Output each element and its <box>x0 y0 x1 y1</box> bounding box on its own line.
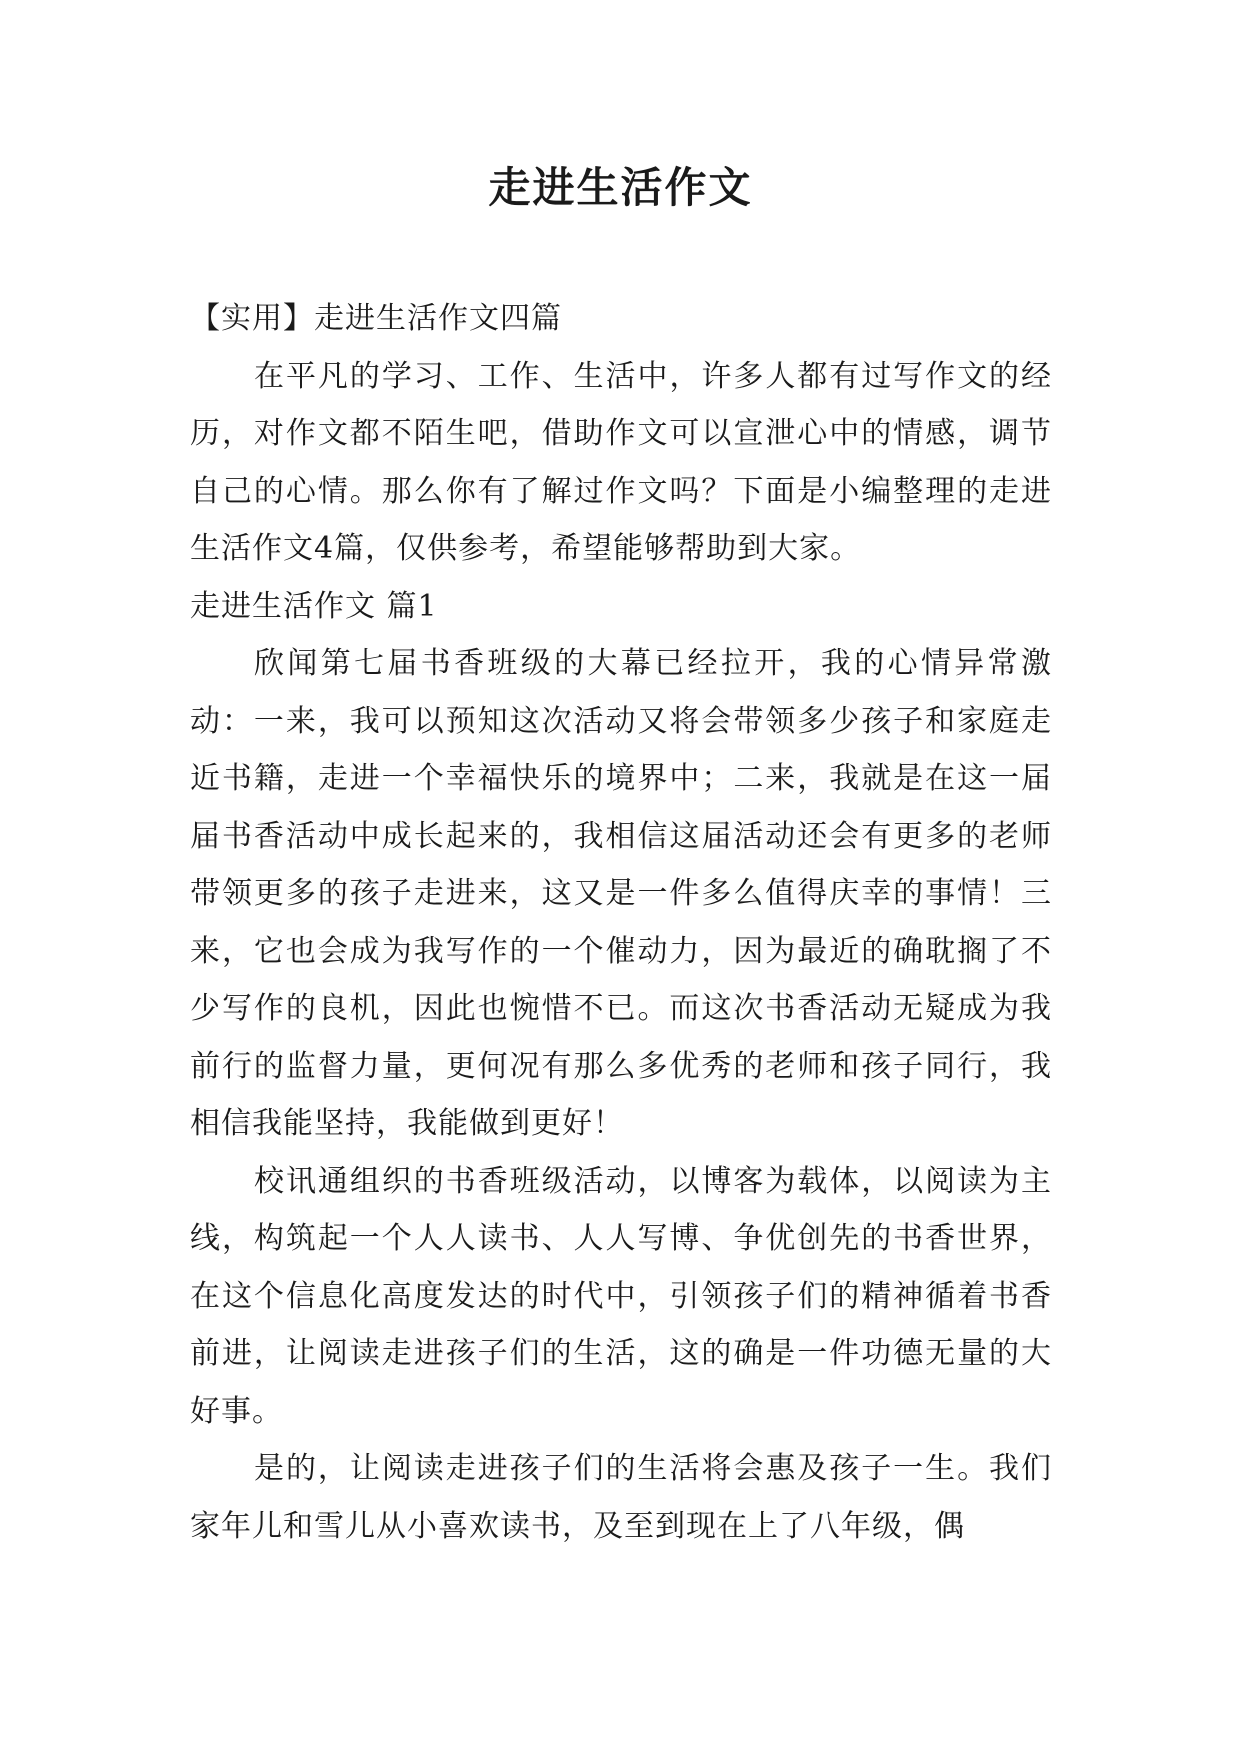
body-paragraph: 是的，让阅读走进孩子们的生活将会惠及孩子一生。我们家年儿和雪儿从小喜欢读书，及至到现在上了八年级，偶 <box>190 1451 1052 1544</box>
section-heading: 走进生活作文 篇1 <box>190 588 438 624</box>
intro-paragraph: 在平凡的学习、工作、生活中，许多人都有过写作文的经历，对作文都不陌生吧，借助作文可以宣泄心中的情感，调节自己的心情。那么你有了解过作文吗？下面是小编整理的走进生活作文4篇，仅供参考，希望能够帮助到大家。 <box>190 358 1052 566</box>
body-paragraph: 校讯通组织的书香班级活动，以博客为载体，以阅读为主线，构筑起一个人人读书、人人写博、争优创先的书香世界，在这个信息化高度发达的时代中，引领孩子们的精神循着书香前进，让阅读走进孩子们的生活，这的确是一件功德无量的大好事。 <box>190 1163 1052 1429</box>
subtitle-line: 【实用】走进生活作文四篇 <box>190 301 562 336</box>
body-paragraph: 欣闻第七届书香班级的大幕已经拉开，我的心情异常激动：一来，我可以预知这次活动又将会带领多少孩子和家庭走近书籍，走进一个幸福快乐的境界中；二来，我就是在这一届届书香活动中成长起来的，我相信这届活动还会有更多的老师带领更多的孩子走进来，这又是一件多么值得庆幸的事情！三来，它也会成为我写作的一个催动力，因为最近的确耽搁了不少写作的良机，因此也惋惜不已。而这次书香活动无疑成为我前行的监督力量，更何况有那么多优秀的老师和孩子同行，我相信我能坚持，我能做到更好！ <box>190 646 1052 1141</box>
document-title: 走进生活作文 <box>488 163 753 212</box>
document-body <box>190 290 1052 1555</box>
